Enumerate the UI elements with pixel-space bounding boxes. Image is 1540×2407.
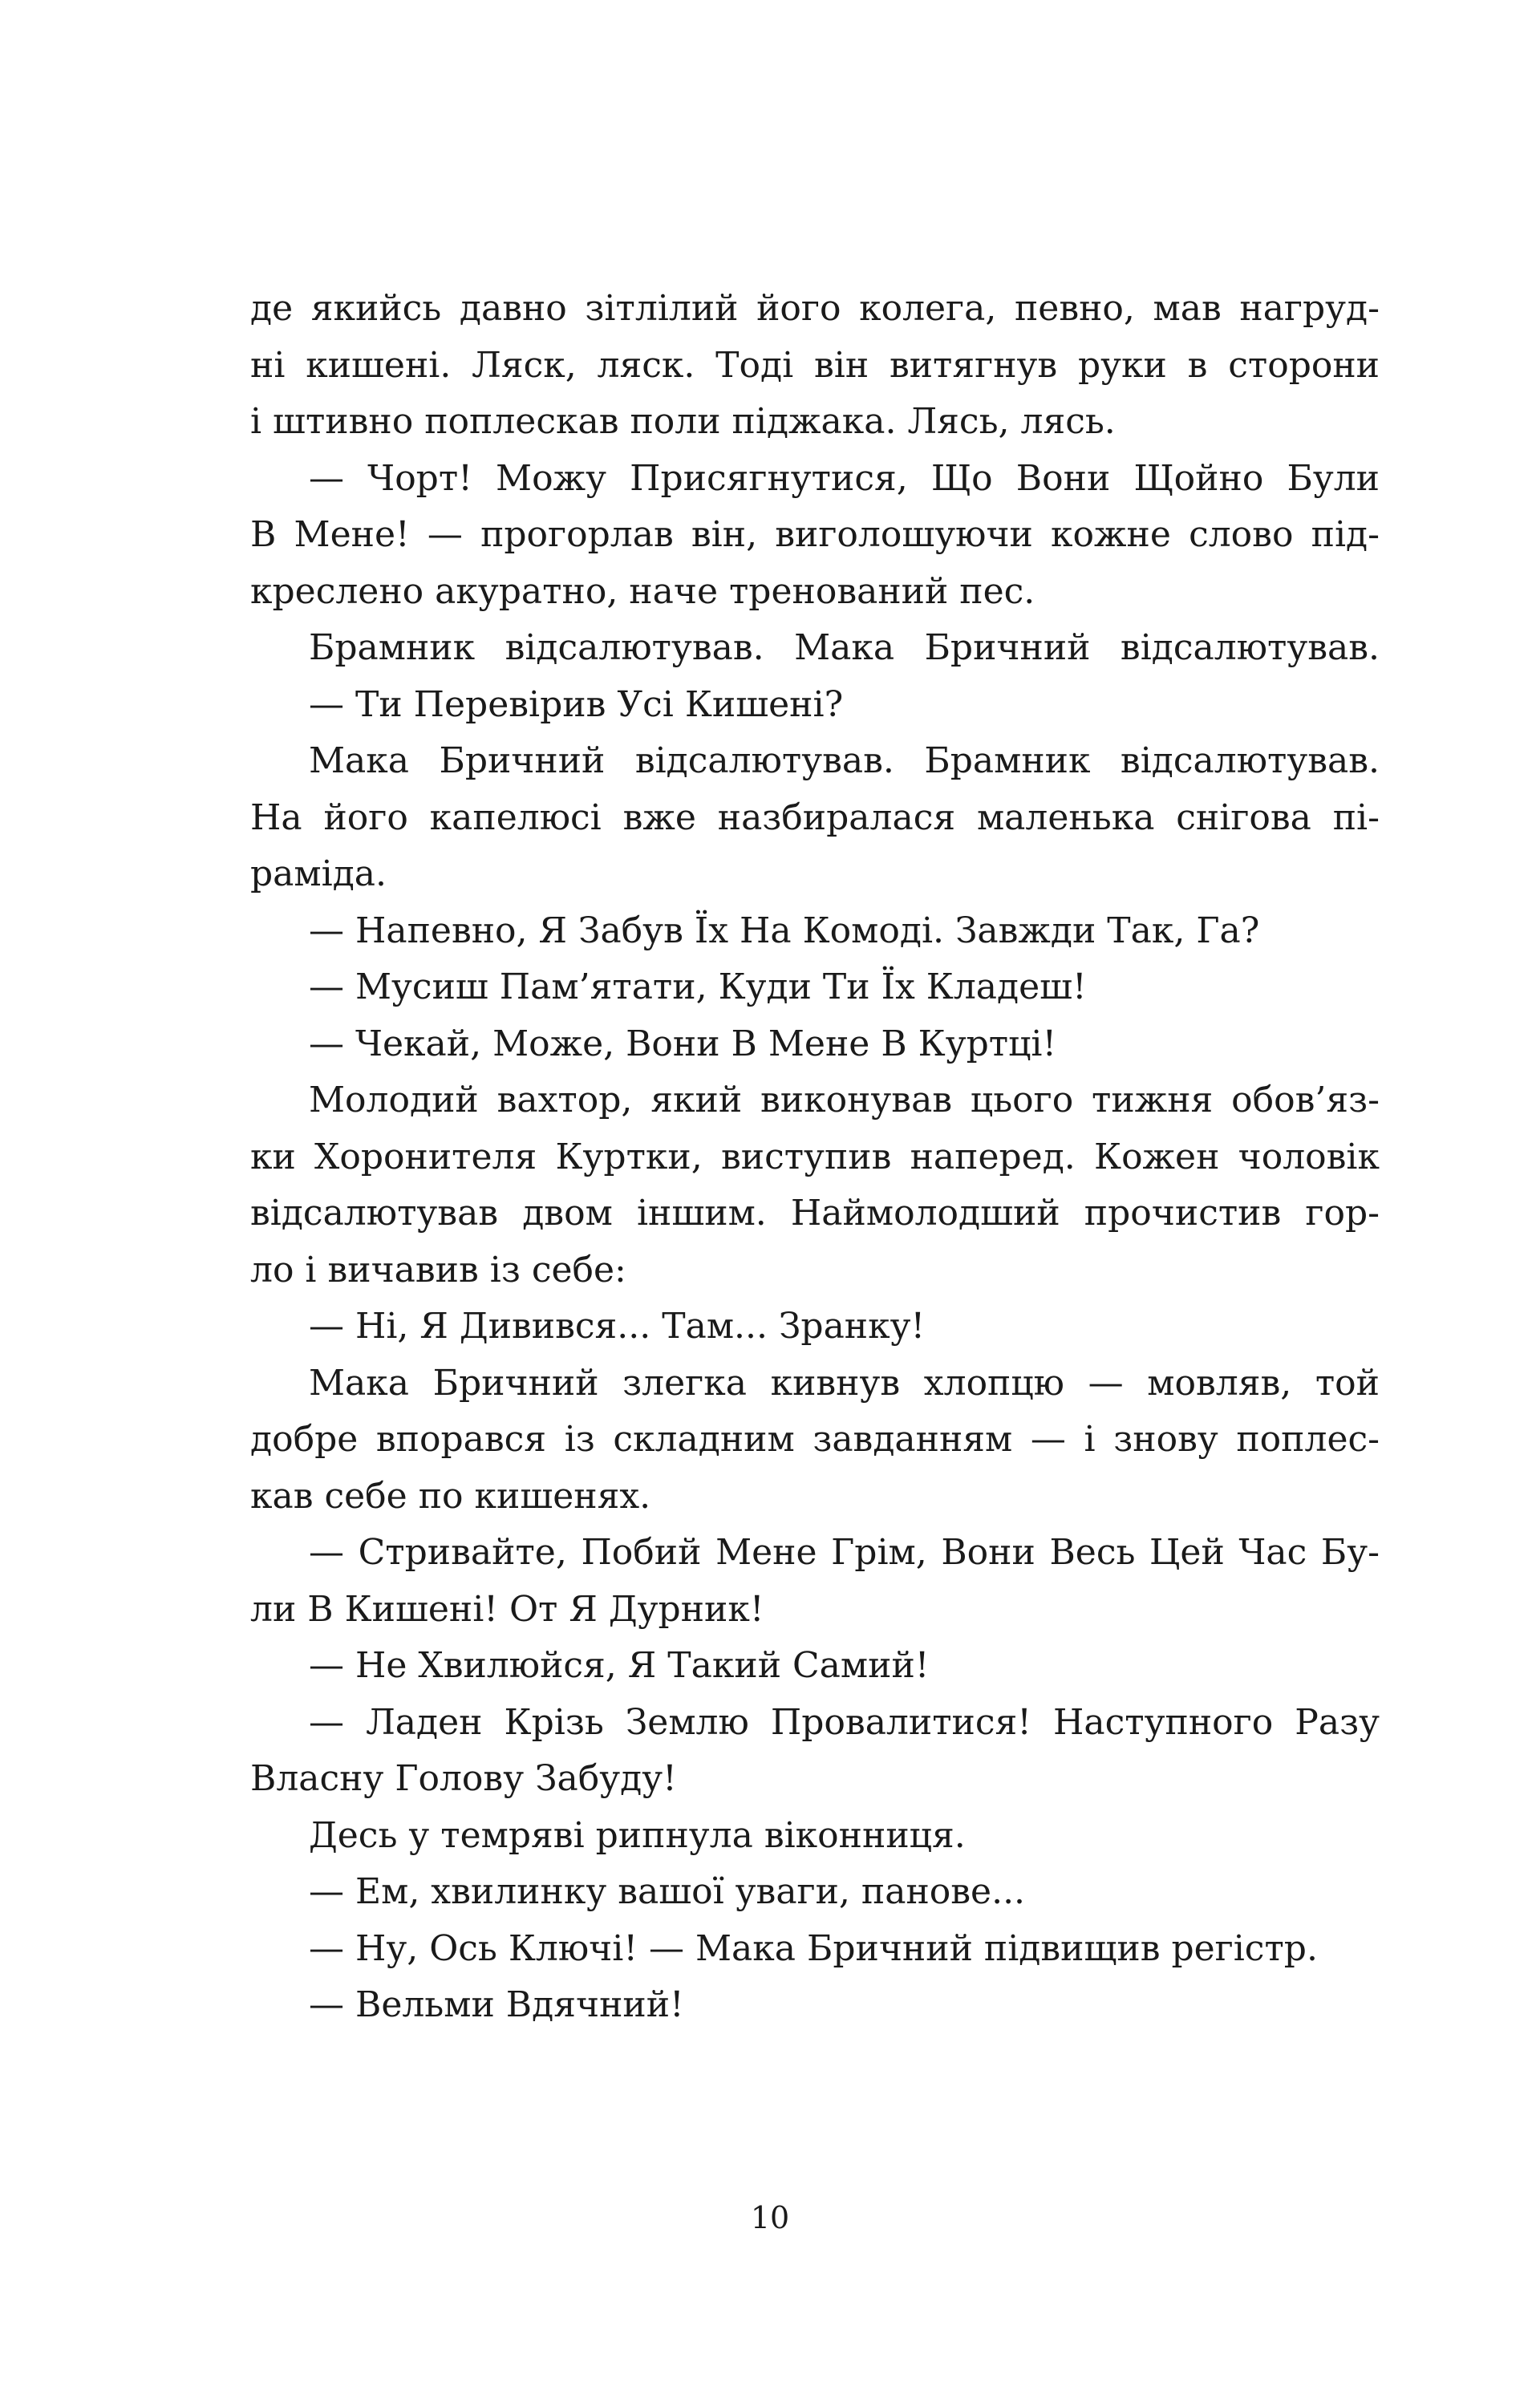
text-line: — Не Хвилюйся, Я Такий Самий! <box>309 1645 930 1686</box>
body-text <box>250 281 1380 2034</box>
text-line: — Чекай, Може, Вони В Мене В Куртці! <box>309 1023 1057 1064</box>
text-line: де якийсь давно зітлілий його колега, певно, мав нагруд- <box>250 288 1380 329</box>
text-line: Мака Бричний злегка кивнув хлопцю — мовляв, той <box>309 1362 1380 1404</box>
text-line: креслено акуратно, наче тренований пес. <box>250 570 1035 612</box>
text-line: — Вельми Вдячний! <box>309 1984 684 2025</box>
text-line: — Стривайте, Побий Мене Грім, Вони Весь Цей Час Бу- <box>309 1532 1380 1573</box>
text-line: — Ні, Я Дивився... Там... Зранку! <box>309 1306 926 1347</box>
text-line: добре впорався із складним завданням — і знову поплес- <box>250 1419 1380 1460</box>
text-line: Молодий вахтор, який виконував цього тижня обов’яз- <box>309 1080 1380 1120</box>
text-line: — Ладен Крізь Землю Провалитися! Наступного Разу <box>309 1701 1380 1743</box>
text-line: ні кишені. Ляск, ляск. Тоді він витягнув руки в сторони <box>250 344 1380 386</box>
text-line: ки Хоронителя Куртки, виступив наперед. Кожен чоловік <box>250 1136 1380 1177</box>
text-line: ло і вичавив із себе: <box>250 1249 626 1291</box>
text-line: Десь у темряві рипнула віконниця. <box>309 1814 966 1856</box>
text-line: В Мене! — прогорлав він, виголошуючи кожне слово під- <box>250 514 1380 555</box>
text-line: Власну Голову Забуду! <box>250 1758 677 1799</box>
text-line: — Напевно, Я Забув Їх На Комоді. Завжди Так, Га? <box>309 910 1260 951</box>
text-line: — Ну, Ось Ключі! — Мака Бричний підвищив регістр. <box>309 1927 1318 1969</box>
text-line: На його капелюсі вже назбиралася маленька снігова пі- <box>250 796 1380 838</box>
text-line: раміда. <box>250 853 387 894</box>
text-line: Мака Бричний відсалютував. Брамник відсалютував. <box>309 740 1380 781</box>
text-line: Брамник відсалютував. Мака Бричний відсалютував. <box>309 627 1380 668</box>
text-line: — Ти Перевірив Усі Кишені? <box>309 683 844 725</box>
text-line: — Ем, хвилинку вашої уваги, панове... <box>309 1871 1026 1912</box>
text-line: — Мусиш Пам’ятати, Куди Ти Їх Кладеш! <box>309 966 1087 1007</box>
text-line: — Чорт! Можу Присягнутися, Що Вони Щойно Були <box>309 457 1380 499</box>
text-line: відсалютував двом іншим. Наймолодший прочистив гор- <box>250 1193 1380 1234</box>
text-line: ли В Кишені! От Я Дурник! <box>250 1588 764 1630</box>
page-number: 10 <box>750 2200 790 2235</box>
text-line: і штивно поплескав поли піджака. Лясь, лясь. <box>250 401 1116 442</box>
text-line: кав себе по кишенях. <box>250 1475 651 1517</box>
